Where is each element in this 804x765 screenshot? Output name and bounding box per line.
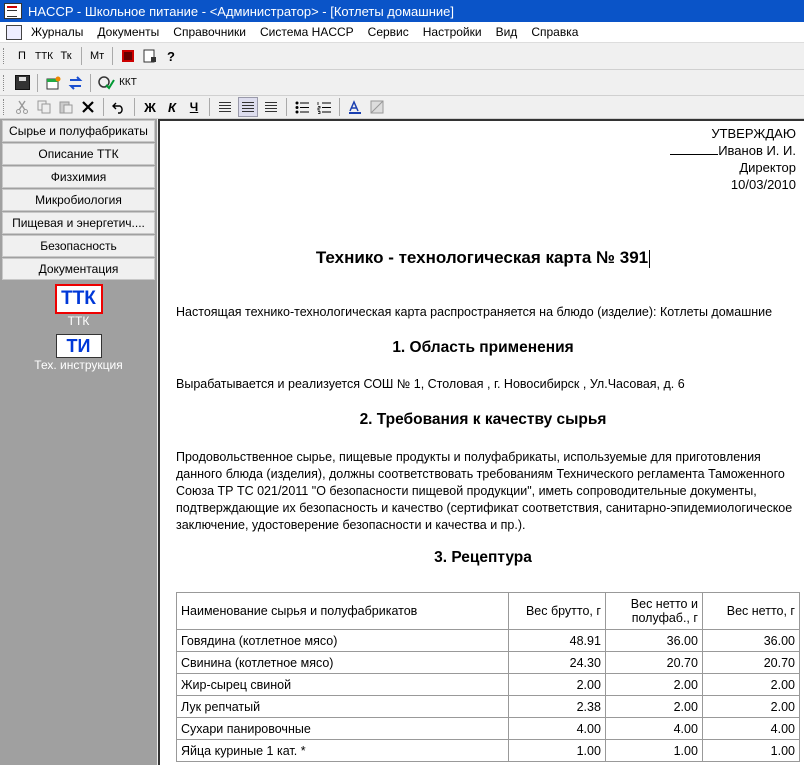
font-color-icon[interactable] [346,98,364,116]
approve-signature-line [670,142,796,159]
sidebar-item-microbiology[interactable]: Микробиология [2,189,155,211]
table-row [177,740,800,762]
tech-instruction-item[interactable] [0,334,157,372]
ttk-icon[interactable]: ТТК [55,284,103,314]
section3-heading: 3. Рецептура [434,549,532,566]
background-color-icon[interactable] [368,98,386,116]
sidebar-item-physchem[interactable]: Физхимия [2,166,155,188]
bold-button[interactable]: Ж [144,99,156,115]
net-semi-weight: 1.00 [605,740,702,762]
menu-view[interactable]: Вид [495,25,518,39]
app-icon [4,3,22,19]
column-header-net: Вес нетто, г [702,593,799,630]
svg-text:?: ? [167,49,175,63]
approval-block [670,125,796,193]
ttk-icon-label: ТТК [67,314,90,328]
ingredient-name: Жир-сырец свиной [177,674,509,696]
document-editor[interactable] [158,119,804,765]
ingredient-name: Сухари панировочные [177,718,509,740]
ingredient-name: Свинина (котлетное мясо) [177,652,509,674]
menu-service[interactable]: Сервис [367,25,409,39]
toolbar-grip[interactable] [3,48,7,64]
net-semi-weight: 2.00 [605,696,702,718]
help-icon[interactable] [163,47,181,65]
title-bar [0,0,804,22]
menu-references[interactable]: Справочники [173,25,246,39]
toolbar-separator [103,98,104,116]
gross-weight: 2.38 [508,696,605,718]
net-semi-weight: 2.00 [605,674,702,696]
net-weight: 36.00 [702,630,799,652]
align-center-icon[interactable] [238,97,258,117]
gross-weight: 24.30 [508,652,605,674]
net-semi-weight: 4.00 [605,718,702,740]
menu-settings[interactable]: Настройки [422,25,482,39]
toolbar-separator [134,98,135,116]
main-toolbar [0,43,804,70]
net-weight: 2.00 [702,674,799,696]
calculator-icon[interactable] [141,47,159,65]
mt-button[interactable]: Мт [89,50,105,62]
undo-icon[interactable] [110,98,128,116]
italic-button[interactable]: К [168,99,176,115]
toolbar-separator [90,74,91,92]
signature-blank [670,144,718,155]
kkt-button[interactable]: ККТ [119,77,137,88]
swap-icon[interactable] [66,74,84,92]
sidebar-item-raw-materials[interactable]: Сырье и полуфабрикаты [2,120,155,142]
menu-help[interactable]: Справка [531,25,579,39]
column-header-name: Наименование сырья и полуфабрикатов [177,593,509,630]
numbered-list-icon[interactable] [315,98,333,116]
sidebar-item-ttk-description[interactable]: Описание ТТК [2,143,155,165]
underline-button[interactable]: Ч [189,100,199,114]
gross-weight: 2.00 [508,674,605,696]
net-semi-weight: 36.00 [605,630,702,652]
tk-button[interactable]: Тк [60,50,72,62]
gross-weight: 48.91 [508,630,605,652]
book-icon[interactable] [119,47,137,65]
document-menu-icon[interactable] [6,25,22,40]
window-title: HACCP - Школьное питание - <Администратор> - [Котлеты домашние] [28,3,455,19]
table-row [177,674,800,696]
approve-position: Директор [739,160,796,175]
table-row [177,696,800,718]
align-right-icon[interactable] [262,98,280,116]
editor-top-border [160,119,804,121]
toolbar-separator [81,47,82,65]
document-title: Технико - технологическая карта № 391 [315,248,649,267]
align-left-icon[interactable] [216,98,234,116]
recipe-table [176,592,800,762]
approve-date: 10/03/2010 [730,177,796,192]
gross-weight: 4.00 [508,718,605,740]
sidebar-item-documentation[interactable]: Документация [2,258,155,280]
net-weight: 1.00 [702,740,799,762]
toolbar-grip[interactable] [3,99,7,115]
section2-heading: 2. Требования к качеству сырья [359,411,607,428]
sidebar [0,119,157,765]
ttk-doc-item[interactable] [0,284,157,328]
toolbar-separator [37,74,38,92]
net-weight: 4.00 [702,718,799,740]
ingredient-name: Лук репчатый [177,696,509,718]
sidebar-item-safety[interactable]: Безопасность [2,235,155,257]
menu-documents[interactable]: Документы [97,25,160,39]
sidebar-item-nutrition[interactable]: Пищевая и энергетич.... [2,212,155,234]
toolbar-separator [209,98,210,116]
paste-icon[interactable] [57,98,75,116]
table-row [177,630,800,652]
menu-bar [0,22,804,43]
section1-text: Вырабатывается и реализуется СОШ № 1, Столовая , г. Новосибирск , Ул.Часовая, д. 6 [176,377,685,391]
bullet-list-icon[interactable] [293,98,311,116]
toolbar-separator [339,98,340,116]
delete-icon[interactable] [79,98,97,116]
approve-heading: УТВЕРЖДАЮ [711,126,796,141]
section1-heading: 1. Область применения [392,339,574,356]
save-icon[interactable] [13,74,31,92]
table-row [177,652,800,674]
document-toolbar [0,70,804,96]
copy-icon[interactable] [35,98,53,116]
intro-paragraph: Настоящая технико-технологическая карта распространяется на блюдо (изделие): Котлеты домашние [176,305,773,319]
gross-weight: 1.00 [508,740,605,762]
cut-icon[interactable] [13,98,31,116]
toolbar-grip[interactable] [3,75,7,91]
properties-icon[interactable] [44,74,62,92]
document-title-line [160,248,804,268]
column-header-gross: Вес брутто, г [508,593,605,630]
p-button[interactable]: П [18,50,26,62]
net-weight: 2.00 [702,696,799,718]
ti-icon[interactable]: ТИ [56,334,102,358]
approve-name: Иванов И. И. [718,143,796,158]
table-row [177,718,800,740]
ti-icon-label: Тех. инструкция [34,358,123,372]
check-user-icon[interactable] [97,74,115,92]
menu-haccp-system[interactable]: Система HACCP [259,25,354,39]
toolbar-separator [286,98,287,116]
format-toolbar [0,96,804,119]
table-header-row [177,593,800,630]
ingredient-name: Яйца куриные 1 кат. * [177,740,509,762]
net-semi-weight: 20.70 [605,652,702,674]
section2-text: Продовольственное сырье, пищевые продукты и полуфабрикаты, используемые для приготовления данного блюда (изделия), должны соответствовать требованиям Технического регламента Таможенного Союза ТР ТС 021/2011 "О безопасности пищевой продукции", иметь сопроводительные документы, подтверждающие их безопасность и качество (сертификат соответствия, санитарно-эпидемиологическое заключение, удостоверение безопасности и качества и пр.). [176,450,793,532]
toolbar-separator [112,47,113,65]
ingredient-name: Говядина (котлетное мясо) [177,630,509,652]
text-caret [649,250,650,268]
column-header-net-semi: Вес нетто и полуфаб., г [605,593,702,630]
menu-journals[interactable]: Журналы [31,25,84,39]
ttk-button[interactable]: ТТК [35,50,54,62]
net-weight: 20.70 [702,652,799,674]
